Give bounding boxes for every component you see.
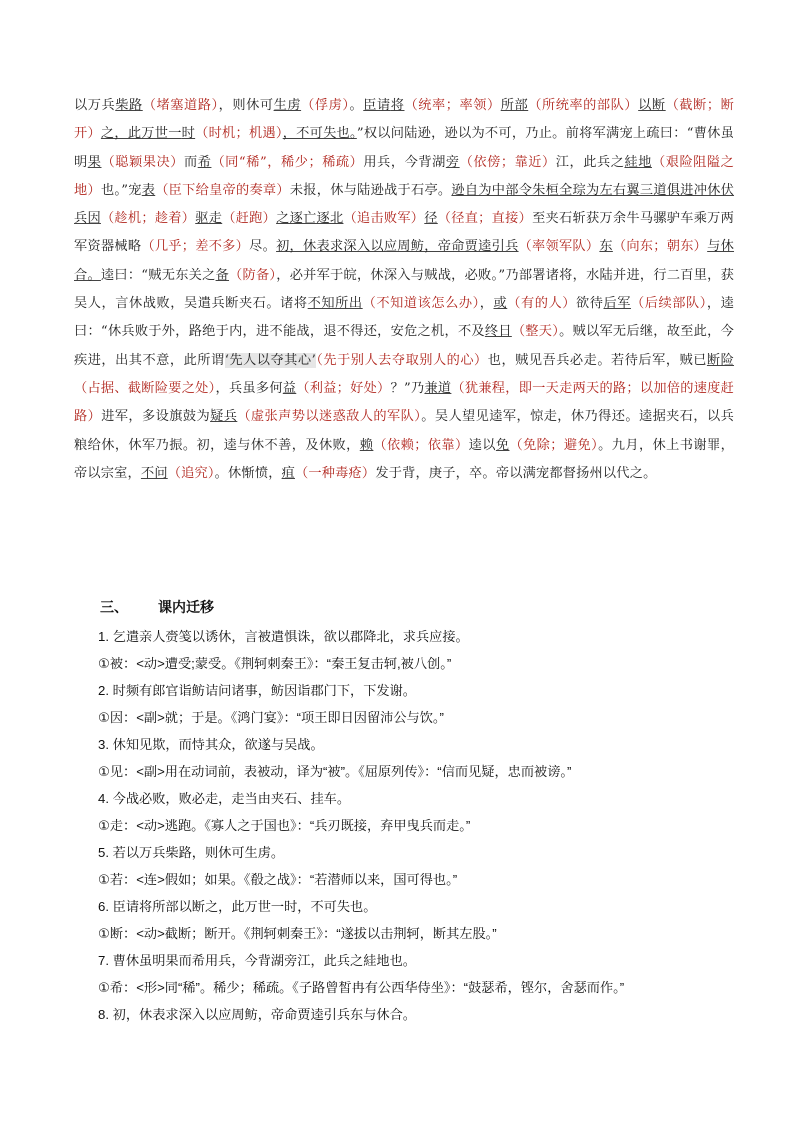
passage-text: 。贼以军无后继，故至此，今疾进，出其不意，此所谓 [74,324,734,368]
sentence-line: 8. 初，休表求深入以应周鲂，帝命贾逵引兵东与休合。 [98,1007,416,1022]
underlined-text: 东 [599,239,613,255]
gloss-line: ①若：<连>假如；如果。《殽之战》：“若潜师以来，国可得也。” [98,872,458,887]
underlined-text: 絓地 [624,154,652,170]
passage-text: 逵以 [468,437,496,453]
passage-text: 逵曰：“贼无东关之 [100,267,216,283]
passage-text: 也，贼见吾兵必走。若待后军，贼已 [487,352,707,368]
underlined-text: 时 [181,126,196,142]
underlined-text: 后军 [603,296,631,312]
section-heading [100,597,700,617]
sentence-line: 1. 乞遣亲人赍笺以诱休，言被遣惧诛，欲以郡降北，求兵应接。 [98,629,469,644]
red-annotation: （依赖；依靠） [373,437,469,453]
underlined-text: 不问 [140,465,168,481]
underlined-text: 驱走 [195,211,223,227]
red-annotation: （堵塞道路） [142,98,219,113]
underlined-text: 径 [424,211,438,227]
red-annotation: （有的人） [507,296,576,312]
passage-text: 。休惭愤， [214,465,282,481]
passage-text: 而 [183,154,198,170]
red-annotation: （向东；朝东） [612,239,708,255]
red-annotation: （免除；避免） [509,437,599,453]
passage-text: 尽。 [249,239,277,255]
passage-text: ，必并军于皖，休深入与贼战，必败。”乃部署诸将，水陆并进，行二百里，获吴人，言休战败，吴遣兵断夹石。诸将 [74,267,735,312]
underlined-text: 所部 [500,98,529,113]
gloss-line: ①见：<副>用在动词前，表被动，译为“被”。《屈原列传》：“信而见疑，忠而被谤。” [98,764,572,779]
passage-text: 也。”宠 [100,182,142,198]
sentence-line: 3. 休知见欺，而恃其众，欲遂与吴战。 [98,737,324,752]
passage-text: 江，此兵之 [555,154,625,170]
red-annotation: （不知道该怎么办） [362,296,480,312]
underlined-text: 兼道 [424,380,452,396]
underlined-text: 臣请 [363,98,391,113]
section-title: 课内迁移 [158,599,214,615]
passage-text: 欲待 [576,296,604,312]
exercise-list [98,623,738,1028]
sentence-line: 2. 时频有郎官诣鲂诘问诸事，鲂因诣郡门下，下发谢。 [98,683,416,698]
passage-text: ，则休可 [218,98,274,113]
passage-text: 进军，多设旗鼓为 [101,409,211,425]
red-annotation: （几乎；差不多） [141,239,250,255]
passage-text: ？”乃 [390,380,425,396]
underlined-text: 断险 [706,352,735,368]
red-annotation: （占据、截断险要之处） [74,380,216,396]
underlined-text: 疑兵 [210,409,238,425]
sentence-line: 7. 曹休虽明果而希用兵，今背湖旁江，此兵之絓地也。 [98,953,416,968]
red-annotation: （防备） [229,267,277,283]
gloss-line: ①走：<动>逃跑。《寡人之于国也》：“兵刃既接，弃甲曳兵而走。” [98,818,471,833]
red-annotation: （追击败军） [343,211,425,227]
red-annotation: （追究） [167,465,215,481]
annotated-paragraph [74,92,734,488]
underlined-text: 旁 [445,154,460,170]
gloss-line: ①被：<动>遭受;蒙受。《荆轲刺秦王》：“秦王复击轲,被八创。” [98,656,452,671]
underlined-text: 逊自为中部令朱桓全琮为左右翼三道俱进冲休伏兵因 [74,182,735,227]
red-annotation: （聪颖果决） [101,154,184,170]
red-annotation: （艰险阻隘之地） [74,154,735,198]
red-annotation: （犹兼程，即一天走两天的路；以加倍的速度赶路） [74,380,735,425]
underlined-text: 表 [141,182,156,198]
sentence-line: 4. 今战必败，败必走，走当由夹石、挂车。 [98,791,351,806]
red-annotation: （统率；率领） [404,98,501,113]
red-annotation: （后续部队） [631,296,707,312]
underlined-text: 果 [87,154,102,170]
passage-text: 以万兵 [74,98,116,113]
red-annotation: （俘虏） [301,98,350,113]
passage-text: 。 [349,98,364,113]
red-annotation: （截断；断开） [74,98,735,142]
sentence-line: 6. 臣请将所部以断之，此万世一时，不可失也。 [98,899,377,914]
underlined-text: ，不可失也。 [282,126,357,142]
section-number: 三、 [100,599,128,615]
red-annotation: （率领军队） [518,239,600,255]
red-annotation: （依傍；靠近） [459,154,556,170]
passage-text: ，逵曰：“休兵败于外，路绝于内，进不能战，退不得还，安危之机，不及 [74,296,735,340]
underlined-text: 益 [282,380,297,396]
underlined-text: 生虏 [273,98,302,113]
red-annotation: （径直；直接） [437,211,533,227]
red-annotation: （先于别人去夺取别人的心） [315,352,488,368]
underlined-text: 之，此万世一 [100,126,182,142]
red-annotation: （趁机；趁着） [100,211,196,227]
gloss-line: ①希：<形>同“稀”。稀少；稀疏。《子路曾皙冉有公西华侍坐》：“鼓瑟希，铿尔，舍瑟而作。” [98,980,625,995]
passage-text: 。九月，休上书谢罪，帝以宗室， [74,437,734,481]
underlined-text: 疽 [281,465,295,481]
passage-text: 至夹石斩获万余牛马骡驴车乘万两军资器械略 [74,211,735,255]
sentence-line: 5. 若以万兵柴路，则休可生虏。 [98,845,285,860]
underlined-text: 以断 [638,98,666,113]
red-annotation: （所统率的部队） [528,98,639,113]
underlined-text: 与休合。 [74,239,735,283]
passage-text: 发于背，庚子，卒。帝以满宠都督扬州以代之。 [375,465,657,481]
underlined-text: 免 [495,437,510,453]
red-annotation: （赶跑） [222,211,277,227]
underlined-text: 希 [197,154,212,170]
underlined-text: 赖 [359,437,374,453]
passage-text: ”权以问陆逊，逊以为不可，乃止。前将军满宠上疏曰：“曹休虽明 [74,126,735,170]
underlined-text: 柴路 [115,98,143,113]
red-annotation: （整天） [511,324,560,340]
underlined-text: 不知所出 [307,296,363,312]
red-annotation: （同“稀”，稀少；稀疏） [211,154,364,170]
underlined-text: 终日 [484,324,512,340]
passage-text: ， [479,296,494,312]
passage-text: ，兵虽多何 [215,380,283,396]
passage-text: 用兵，今背湖 [363,154,446,170]
handwritten-annotated-passage [74,92,734,488]
highlighted-text: ‘先人以夺其心’ [224,352,316,368]
passage-text: 未报，休与陆逊战于石亭。 [289,182,452,198]
gloss-line: ①因：<副>就；于是。《鸿门宴》：“项王即日因留沛公与饮。” [98,710,444,725]
underlined-text: 之逐亡逐北 [276,211,344,227]
underlined-text: 或 [493,296,508,312]
red-annotation: （一种毒疮） [295,465,376,481]
passage-text: 。吴人望见逵军，惊走，休乃得还。逵据夹石，以兵粮给休，休军乃振。初，逵与休不善，及休败， [74,409,734,453]
underlined-text: 备 [215,267,230,283]
red-annotation: （臣下给皇帝的奏章） [155,182,290,198]
red-annotation: （虚张声势以迷惑敌人的军队） [237,409,422,425]
red-annotation: （利益；好处） [296,380,391,396]
gloss-line: ①断：<动>截断；断开。《荆轲刺秦王》：“遂拔以击荆轲，断其左股。” [98,926,497,941]
red-annotation: （时机；机遇） [195,126,283,142]
underlined-text: 初，休表求深入以应周鲂，帝命贾逵引兵 [276,239,519,255]
underlined-text: 将 [390,98,405,113]
